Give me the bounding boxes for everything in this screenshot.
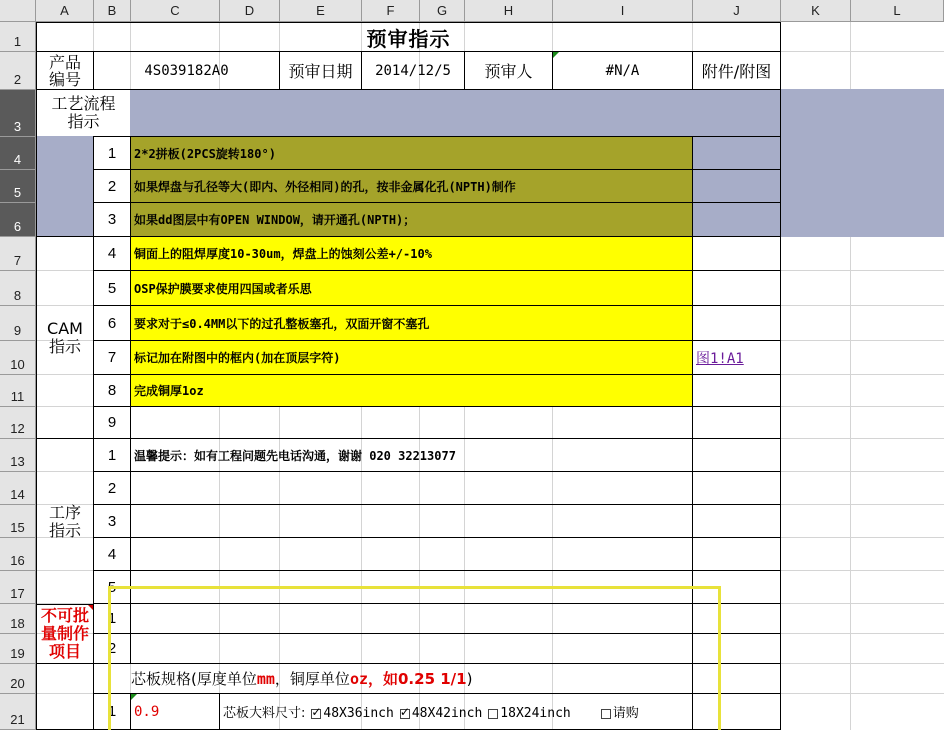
core-size-label: 芯板大料尺寸: <box>223 706 306 721</box>
process-text-3[interactable]: 如果dd图层中有OPEN WINDOW，请开通孔(NPTH)； <box>130 202 693 237</box>
cam-text-4[interactable]: 铜面上的阻焊厚度10-30um，焊盘上的蚀刻公差+/-10% <box>130 236 693 271</box>
core-size-option-label: 48X36inch <box>323 706 394 721</box>
procedure-attachment-1[interactable] <box>692 438 781 472</box>
row-header-6[interactable]: 6 <box>0 203 36 237</box>
cam-no-8[interactable]: 8 <box>93 374 131 407</box>
row-header-15[interactable]: 15 <box>0 505 36 538</box>
cam-attachment-5[interactable] <box>692 270 781 306</box>
row-header-2[interactable]: 2 <box>0 52 36 90</box>
cam-no-5[interactable]: 5 <box>93 270 131 306</box>
row-header-5[interactable]: 5 <box>0 170 36 203</box>
cam-text-6[interactable]: 要求对于≤0.4MM以下的过孔整板塞孔，双面开窗不塞孔 <box>130 305 693 341</box>
core-spec-unit2: oz <box>349 669 368 688</box>
reviewer-value[interactable]: #N/A <box>552 51 693 90</box>
core-spec-suffix: ) <box>466 669 473 688</box>
core-spec-example: ，如0.25 1/1 <box>368 670 467 688</box>
core-size-option-3[interactable] <box>488 706 570 721</box>
row21-J[interactable] <box>692 693 781 730</box>
cam-attachment-4[interactable] <box>692 236 781 271</box>
row-header-14[interactable]: 14 <box>0 472 36 505</box>
cam-label[interactable] <box>36 236 94 439</box>
cam-text-9[interactable] <box>130 406 693 439</box>
core-spec-header[interactable] <box>93 663 693 694</box>
core-size-option-2[interactable] <box>400 706 482 721</box>
row-header-8[interactable]: 8 <box>0 271 36 306</box>
procedure-attachment-2[interactable] <box>692 471 781 505</box>
core-row-no[interactable]: 1 <box>93 693 131 730</box>
checkbox-icon[interactable] <box>311 709 321 719</box>
cam-no-9[interactable]: 9 <box>93 406 131 439</box>
nonbatch-text-1[interactable] <box>130 603 693 634</box>
column-header-a[interactable]: A <box>36 0 94 22</box>
procedure-no-3[interactable]: 3 <box>93 504 131 538</box>
row-header-18[interactable]: 18 <box>0 604 36 634</box>
row-header-11[interactable]: 11 <box>0 375 36 407</box>
core-label-blank[interactable] <box>36 663 94 730</box>
column-header-d[interactable]: D <box>220 0 280 22</box>
row20-J[interactable] <box>692 663 781 694</box>
procedure-attachment-5[interactable] <box>692 570 781 604</box>
procedure-text-2[interactable] <box>130 471 693 505</box>
procedure-text-4[interactable] <box>130 537 693 571</box>
core-size-option-label: 48X42inch <box>411 706 483 721</box>
procedure-attachment-4[interactable] <box>692 537 781 571</box>
attachment-label[interactable]: 附件/附图 <box>692 51 781 90</box>
product-no-label[interactable] <box>36 51 94 90</box>
core-size-option-label: 18X24inch <box>500 706 571 721</box>
process-no-3[interactable]: 3 <box>93 202 131 237</box>
column-header-h[interactable]: H <box>465 0 553 22</box>
process-label-text: 工艺流程 指示 <box>51 94 116 131</box>
checkbox-icon[interactable] <box>601 709 611 719</box>
sheet-title[interactable]: 预审指示 <box>36 22 781 52</box>
row-header-9[interactable]: 9 <box>0 306 36 341</box>
process-side-band <box>36 136 94 237</box>
core-spec-prefix: 芯板规格(厚度单位 <box>131 670 257 688</box>
core-spec-mid: ，铜厚单位 <box>274 670 350 688</box>
column-header-k[interactable]: K <box>781 0 851 22</box>
checkbox-icon[interactable] <box>488 709 498 719</box>
row3-blue-band <box>130 89 781 137</box>
row-header-10[interactable]: 10 <box>0 341 36 375</box>
row-header-21[interactable]: 21 <box>0 694 36 730</box>
procedure-no-4[interactable]: 4 <box>93 537 131 571</box>
process-attachment-1[interactable] <box>692 136 781 170</box>
procedure-text-3[interactable] <box>130 504 693 538</box>
procedure-no-2[interactable]: 2 <box>93 471 131 505</box>
cam-label-text: CAM 指示 <box>47 318 83 356</box>
cam-no-4[interactable]: 4 <box>93 236 131 271</box>
comment-marker <box>553 52 559 58</box>
column-header-f[interactable]: F <box>362 0 420 22</box>
row-header-17[interactable]: 17 <box>0 571 36 604</box>
row-header-4[interactable]: 4 <box>0 137 36 170</box>
column-header-b[interactable]: B <box>94 0 131 22</box>
non-batch-label[interactable] <box>36 604 94 664</box>
row-header-19[interactable]: 19 <box>0 634 36 664</box>
procedure-attachment-3[interactable] <box>692 504 781 538</box>
procedure-text-5[interactable] <box>130 570 693 604</box>
process-no-2[interactable]: 2 <box>93 169 131 203</box>
cam-attachment-9[interactable] <box>692 406 781 439</box>
nonbatch-attachment-2[interactable] <box>692 633 781 664</box>
process-no-1[interactable]: 1 <box>93 136 131 170</box>
process-text-2[interactable]: 如果焊盘与孔径等大(即内、外径相同)的孔，按非金属化孔(NPTH)制作 <box>130 169 693 203</box>
cam-attachment-6[interactable] <box>692 305 781 341</box>
procedure-label[interactable] <box>36 438 94 605</box>
row-header-1[interactable]: 1 <box>0 22 36 52</box>
column-header-c[interactable]: C <box>131 0 220 22</box>
row3-blue-ext <box>781 89 944 137</box>
select-all-corner[interactable] <box>0 0 36 22</box>
reviewer-label[interactable]: 预审人 <box>464 51 553 90</box>
core-size-option-1[interactable] <box>311 706 393 721</box>
nonbatch-no-2[interactable]: 2 <box>93 633 131 664</box>
core-size-option-label: 请购 <box>612 706 639 721</box>
column-header-e[interactable]: E <box>280 0 362 22</box>
core-spec-unit1: mm <box>256 669 275 688</box>
column-header-l[interactable]: L <box>851 0 944 22</box>
product-no-label-text: 产品 编号 <box>48 52 81 89</box>
procedure-no-1[interactable]: 1 <box>93 438 131 472</box>
row-header-3[interactable]: 3 <box>0 90 36 137</box>
nonbatch-text-2[interactable] <box>130 633 693 664</box>
non-batch-label-text: 不可批 量制作 项目 <box>40 606 89 661</box>
row-header-20[interactable]: 20 <box>0 664 36 694</box>
cam-no-7[interactable]: 7 <box>93 340 131 375</box>
review-date-value[interactable]: 2014/12/5 <box>361 51 465 90</box>
process-attachment-3[interactable] <box>692 202 781 237</box>
process-text-1[interactable]: 2*2拼板(2PCS旋转180°) <box>130 136 693 170</box>
cam-attachment-8[interactable] <box>692 374 781 407</box>
cam-attachment-7[interactable] <box>692 340 781 375</box>
row-header-7[interactable]: 7 <box>0 237 36 271</box>
cam-text-7[interactable]: 标记加在附图中的框内(加在顶层字符) <box>130 340 693 375</box>
row-header-12[interactable]: 12 <box>0 407 36 439</box>
procedure-text-1[interactable]: 温馨提示：如有工程问题先电话沟通，谢谢 020 32213077 <box>130 438 693 472</box>
process-label[interactable] <box>36 89 131 137</box>
process-attachment-2[interactable] <box>692 169 781 203</box>
procedure-label-text: 工序 指示 <box>48 502 81 540</box>
checkbox-icon[interactable] <box>400 709 410 719</box>
cam-text-5[interactable]: OSP保护膜要求使用四国或者乐思 <box>130 270 693 306</box>
procedure-no-5[interactable]: 5 <box>93 570 131 604</box>
product-no-value[interactable]: 4S039182A0 <box>93 51 280 90</box>
column-header-i[interactable]: I <box>553 0 693 22</box>
process-right-ext <box>781 136 944 237</box>
attachment-link[interactable]: 图1!A1 <box>696 350 744 367</box>
core-size-options <box>219 693 693 730</box>
column-header-g[interactable]: G <box>420 0 465 22</box>
nonbatch-no-1[interactable]: 1 <box>93 603 131 634</box>
cam-text-8[interactable]: 完成铜厚1oz <box>130 374 693 407</box>
column-header-j[interactable]: J <box>693 0 781 22</box>
nonbatch-attachment-1[interactable] <box>692 603 781 634</box>
cam-no-6[interactable]: 6 <box>93 305 131 341</box>
review-date-label[interactable]: 预审日期 <box>279 51 362 90</box>
row-header-13[interactable]: 13 <box>0 439 36 472</box>
row-header-16[interactable]: 16 <box>0 538 36 571</box>
core-size-option-4[interactable] <box>601 706 639 721</box>
core-thickness[interactable]: 0.9 <box>130 693 220 730</box>
